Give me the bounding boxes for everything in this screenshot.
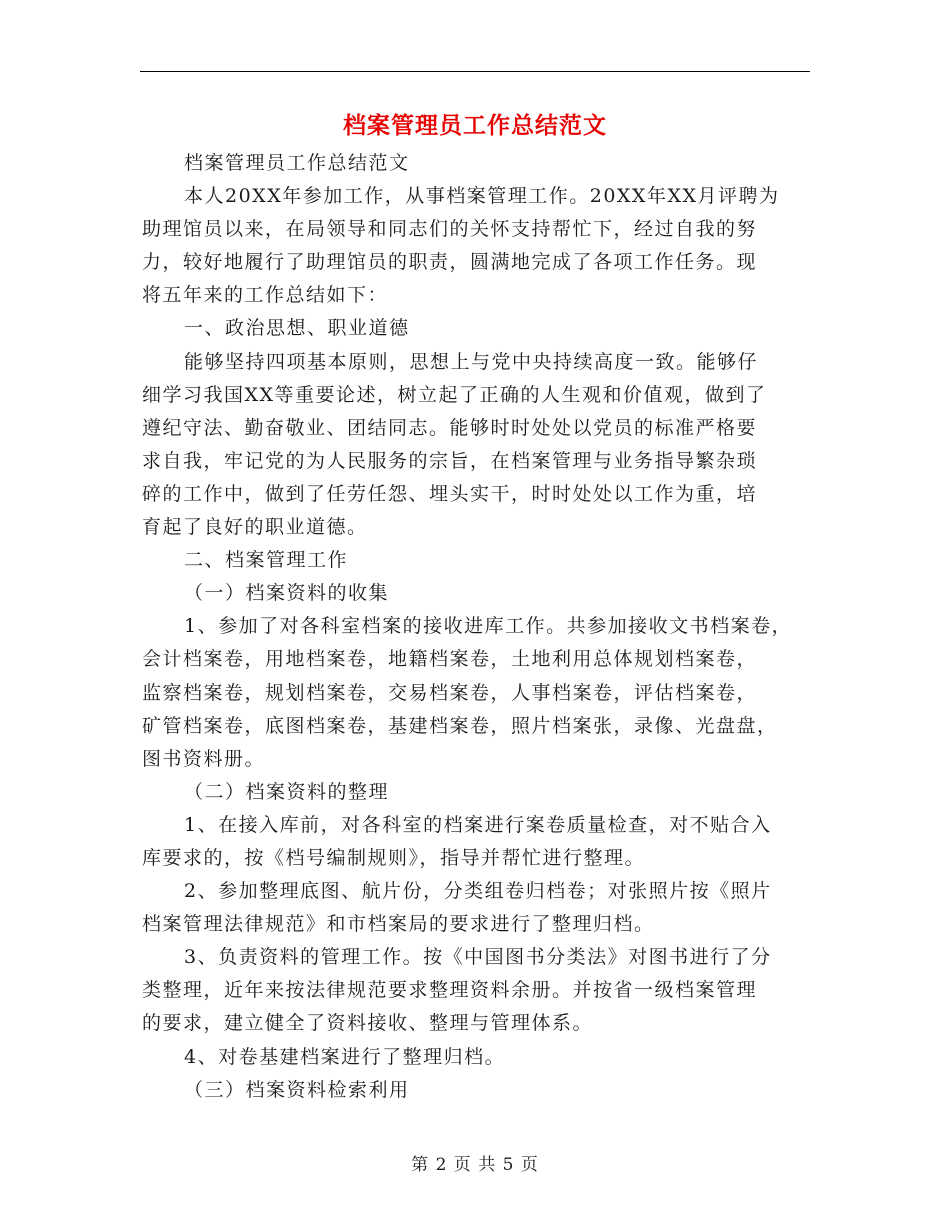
body-line: 类整理，近年来按法律规范要求整理资料余册。并按省一级档案管理 <box>142 979 758 1002</box>
body-line: 档案管理法律规范》和市档案局的要求进行了整理归档。 <box>142 913 655 936</box>
header-rule <box>140 71 810 72</box>
body-line: 会计档案卷，用地档案卷，地籍档案卷，土地利用总体规划档案卷， <box>142 648 758 671</box>
document-title: 档案管理员工作总结范文 <box>343 112 607 139</box>
body-line: 1、在接入库前，对各科室的档案进行案卷质量检查，对不贴合入 <box>184 813 772 836</box>
subsection-heading: （二）档案资料的整理 <box>184 780 390 803</box>
body-line: 遵纪守法、勤奋敬业、团结同志。能够时时处处以党员的标准严格要 <box>142 416 758 439</box>
document-body <box>142 147 814 1107</box>
body-line: 将五年来的工作总结如下： <box>142 284 389 307</box>
body-line: 育起了良好的职业道德。 <box>142 516 368 539</box>
body-line: 能够坚持四项基本原则，思想上与党中央持续高度一致。能够仔 <box>184 350 759 373</box>
body-line: 库要求的，按《档号编制规则》，指导并帮忙进行整理。 <box>142 846 646 869</box>
subsection-heading: （三）档案资料检索利用 <box>184 1078 410 1101</box>
body-line: 细学习我国XX等重要论述，树立起了正确的人生观和价值观，做到了 <box>142 383 767 406</box>
subsection-heading: （一）档案资料的收集 <box>184 582 390 605</box>
body-line: 求自我，牢记党的为人民服务的宗旨，在档案管理与业务指导繁杂琐 <box>142 449 758 472</box>
section-heading: 一、政治思想、职业道德 <box>184 317 410 340</box>
body-line: 碎的工作中，做到了任劳任怨、埋头实干，时时处处以工作为重，培 <box>142 482 758 505</box>
body-line: 1、参加了对各科室档案的接收进库工作。共参加接收文书档案卷， <box>184 615 793 638</box>
body-line: 矿管档案卷，底图档案卷，基建档案卷，照片档案张，录像、光盘盘， <box>142 714 778 737</box>
body-line: 的要求，建立健全了资料接收、整理与管理体系。 <box>142 1012 594 1035</box>
body-line: 2、参加整理底图、航片份，分类组卷归档卷；对张照片按《照片 <box>184 880 772 903</box>
body-line: 本人20XX年参加工作，从事档案管理工作。20XX年XX月评聘为 <box>184 185 780 208</box>
body-line: 图书资料册。 <box>142 747 266 770</box>
body-line: 3、负责资料的管理工作。按《中国图书分类法》对图书进行了分 <box>184 946 772 969</box>
section-heading: 二、档案管理工作 <box>184 549 349 572</box>
body-line: 4、对卷基建档案进行了整理归档。 <box>184 1045 506 1068</box>
body-line: 档案管理员工作总结范文 <box>184 152 410 174</box>
body-line: 力，较好地履行了助理馆员的职责，圆满地完成了各项工作任务。现 <box>142 251 758 274</box>
body-line: 助理馆员以来，在局领导和同志们的关怀支持帮忙下，经过自我的努 <box>142 218 758 241</box>
page-number: 第 2 页 共 5 页 <box>411 1155 539 1175</box>
body-line: 监察档案卷，规划档案卷，交易档案卷，人事档案卷，评估档案卷， <box>142 681 758 704</box>
